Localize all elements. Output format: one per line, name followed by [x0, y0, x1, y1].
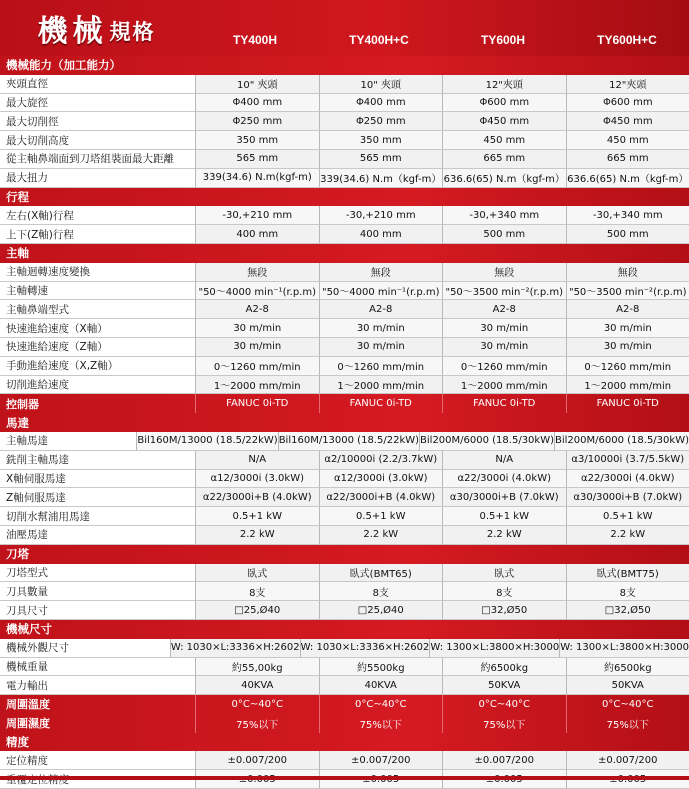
spec-value: 75%以下	[319, 714, 443, 733]
spec-label: 最大切削徑	[0, 112, 195, 131]
spec-value: 約6500kg	[566, 658, 689, 677]
spec-value: 450 mm	[566, 131, 689, 150]
spec-row	[0, 94, 689, 113]
spec-row	[0, 75, 689, 94]
spec-row	[0, 225, 689, 244]
highlight-row	[0, 714, 689, 733]
spec-value: -30,+340 mm	[566, 206, 689, 225]
spec-label: 定位精度	[0, 751, 195, 770]
section-header-row	[0, 545, 689, 564]
spec-value: -30,+210 mm	[319, 206, 443, 225]
spec-row	[0, 564, 689, 583]
spec-value: 12"夾頭	[442, 75, 566, 94]
spec-value: 10" 夾頭	[195, 75, 319, 94]
spec-label: 刀塔型式	[0, 564, 195, 583]
spec-value: 8支	[195, 582, 319, 601]
spec-value: -30,+210 mm	[195, 206, 319, 225]
model-name: TY400H	[193, 28, 317, 52]
spec-value: 75%以下	[566, 714, 689, 733]
spec-label: 最大切削高度	[0, 131, 195, 150]
spec-row	[0, 601, 689, 620]
spec-value: Φ450 mm	[442, 112, 566, 131]
spec-value: 30 m/min	[195, 319, 319, 338]
spec-value: 30 m/min	[442, 319, 566, 338]
spec-value: 0～1260 mm/min	[442, 357, 566, 376]
spec-row	[0, 282, 689, 301]
spec-value: A2-8	[319, 300, 443, 319]
spec-label: 快速進給速度（X軸）	[0, 319, 195, 338]
spec-value: 350 mm	[319, 131, 443, 150]
spec-value: 0°C~40°C	[319, 695, 443, 714]
spec-value: "50～3500 min⁻²(r.p.m)	[442, 282, 566, 301]
spec-value: □32,Ø50	[566, 601, 689, 620]
spec-row	[0, 751, 689, 770]
spec-value: Φ400 mm	[319, 94, 443, 113]
spec-value: 臥式(BMT65)	[319, 564, 443, 583]
spec-label: 夾頭直徑	[0, 75, 195, 94]
spec-value: 約6500kg	[442, 658, 566, 677]
spec-value: 1～2000 mm/min	[442, 376, 566, 395]
spec-value: 約55,00kg	[195, 658, 319, 677]
spec-label: 左右(X軸)行程	[0, 206, 195, 225]
spec-label: Z軸伺服馬達	[0, 488, 195, 507]
spec-value: W: 1030×L:3336×H:2602	[170, 639, 300, 658]
spec-value: 636.6(65) N.m（kgf-m）	[442, 169, 566, 188]
spec-row	[0, 639, 689, 658]
spec-value: α30/3000i+B (7.0kW)	[566, 488, 689, 507]
spec-value: α22/3000i (4.0kW)	[566, 470, 689, 489]
spec-value: 339(34.6) N.m(kgf-m)	[195, 169, 319, 188]
spec-value: 12"夾頭	[566, 75, 689, 94]
spec-value: 75%以下	[442, 714, 566, 733]
spec-row	[0, 451, 689, 470]
spec-value: "50～4000 min⁻¹(r.p.m)	[319, 282, 443, 301]
spec-row	[0, 432, 689, 451]
spec-label: 主軸馬達	[0, 432, 136, 451]
spec-value: 8支	[442, 582, 566, 601]
spec-value: Φ400 mm	[195, 94, 319, 113]
spec-value: Φ600 mm	[566, 94, 689, 113]
spec-value: "50～3500 min⁻²(r.p.m)	[566, 282, 689, 301]
model-name: TY400H+C	[317, 28, 441, 52]
spec-value: 30 m/min	[566, 319, 689, 338]
spec-row	[0, 676, 689, 695]
spec-value: 1～2000 mm/min	[566, 376, 689, 395]
spec-value: α12/3000i (3.0kW)	[319, 470, 443, 489]
spec-value: 無段	[319, 263, 443, 282]
spec-label: 刀具數量	[0, 582, 195, 601]
spec-value: 350 mm	[195, 131, 319, 150]
spec-value: 500 mm	[442, 225, 566, 244]
spec-value: 無段	[566, 263, 689, 282]
header-bar	[0, 0, 689, 56]
spec-value: □25,Ø40	[195, 601, 319, 620]
spec-value: 0～1260 mm/min	[319, 357, 443, 376]
spec-value: FANUC 0i-TD	[195, 394, 319, 413]
bottom-rule	[0, 776, 689, 780]
spec-value: α3/10000i (3.7/5.5kW)	[566, 451, 689, 470]
model-name: TY600H	[441, 28, 565, 52]
spec-value: α22/3000i (4.0kW)	[442, 470, 566, 489]
model-name: TY600H+C	[565, 28, 689, 52]
spec-label: 電力輸出	[0, 676, 195, 695]
spec-label: 上下(Z軸)行程	[0, 225, 195, 244]
spec-value: Bil200M/6000 (18.5/30kW)	[554, 432, 689, 451]
spec-value: α22/3000i+B (4.0kW)	[319, 488, 443, 507]
spec-value: 8支	[566, 582, 689, 601]
section-header-row	[0, 620, 689, 639]
spec-value: 臥式	[195, 564, 319, 583]
spec-label: 最大旋徑	[0, 94, 195, 113]
spec-value: 10" 夾頭	[319, 75, 443, 94]
spec-value: 400 mm	[319, 225, 443, 244]
spec-value: 0.5+1 kW	[566, 507, 689, 526]
spec-value: 30 m/min	[195, 338, 319, 357]
spec-row	[0, 658, 689, 677]
spec-row	[0, 112, 689, 131]
spec-value: FANUC 0i-TD	[442, 394, 566, 413]
spec-value: N/A	[442, 451, 566, 470]
spec-label: X軸伺服馬達	[0, 470, 195, 489]
spec-value: 0°C~40°C	[566, 695, 689, 714]
spec-label: 周圍濕度	[0, 714, 195, 733]
spec-label: 手動進給速度（X,Z軸）	[0, 357, 195, 376]
spec-value: 50KVA	[442, 676, 566, 695]
spec-value: 565 mm	[195, 150, 319, 169]
spec-value: 400 mm	[195, 225, 319, 244]
spec-value: 無段	[442, 263, 566, 282]
spec-value: α12/3000i (3.0kW)	[195, 470, 319, 489]
spec-value: □25,Ø40	[319, 601, 443, 620]
spec-row	[0, 357, 689, 376]
spec-value: 0.5+1 kW	[195, 507, 319, 526]
section-header-row	[0, 244, 689, 263]
spec-label: 切削水幫浦用馬達	[0, 507, 195, 526]
section-title: 精度	[0, 733, 29, 752]
highlight-row	[0, 695, 689, 714]
spec-value: ±0.007/200	[319, 751, 443, 770]
spec-value: 臥式(BMT75)	[566, 564, 689, 583]
spec-table	[0, 56, 689, 789]
spec-value: -30,+340 mm	[442, 206, 566, 225]
spec-row	[0, 526, 689, 545]
spec-label: 油壓馬達	[0, 526, 195, 545]
spec-label: 周圍溫度	[0, 695, 195, 714]
spec-value: 8支	[319, 582, 443, 601]
spec-value: 1～2000 mm/min	[195, 376, 319, 395]
spec-value: Bil160M/13000 (18.5/22kW)	[278, 432, 419, 451]
spec-label: 機械重量	[0, 658, 195, 677]
spec-value: Bil200M/6000 (18.5/30kW)	[419, 432, 554, 451]
spec-value: 0～1260 mm/min	[195, 357, 319, 376]
spec-value: N/A	[195, 451, 319, 470]
section-title: 行程	[0, 188, 29, 207]
spec-value: 565 mm	[319, 150, 443, 169]
spec-value: 約5500kg	[319, 658, 443, 677]
spec-label: 從主軸鼻端面到刀塔組裝面最大距離	[0, 150, 195, 169]
title-sub: 規格	[110, 16, 156, 46]
spec-value: Φ450 mm	[566, 112, 689, 131]
spec-value: 無段	[195, 263, 319, 282]
spec-value: □32,Ø50	[442, 601, 566, 620]
section-title: 主軸	[0, 244, 29, 263]
spec-value: 0°C~40°C	[442, 695, 566, 714]
spec-value: 75%以下	[195, 714, 319, 733]
spec-value: 2.2 kW	[195, 526, 319, 545]
section-header-row	[0, 188, 689, 207]
spec-value: 2.2 kW	[566, 526, 689, 545]
spec-value: 臥式	[442, 564, 566, 583]
spec-value: 450 mm	[442, 131, 566, 150]
spec-value: 30 m/min	[319, 338, 443, 357]
spec-value: 2.2 kW	[319, 526, 443, 545]
spec-value: 0.5+1 kW	[442, 507, 566, 526]
spec-row	[0, 470, 689, 489]
spec-row	[0, 169, 689, 188]
spec-value: 665 mm	[442, 150, 566, 169]
spec-value: "50～4000 min⁻¹(r.p.m)	[195, 282, 319, 301]
spec-label: 機械外觀尺寸	[0, 639, 170, 658]
spec-row	[0, 206, 689, 225]
spec-row	[0, 507, 689, 526]
spec-value: α22/3000i+B (4.0kW)	[195, 488, 319, 507]
spec-row	[0, 263, 689, 282]
spec-value: 40KVA	[195, 676, 319, 695]
spec-value: W: 1300×L:3800×H:3000	[559, 639, 689, 658]
spec-value: ±0.007/200	[566, 751, 689, 770]
spec-row	[0, 338, 689, 357]
section-title: 刀塔	[0, 545, 29, 564]
spec-value: 1～2000 mm/min	[319, 376, 443, 395]
spec-label: 主軸鼻端型式	[0, 300, 195, 319]
spec-value: FANUC 0i-TD	[319, 394, 443, 413]
spec-label: 控制器	[0, 394, 195, 413]
spec-row	[0, 150, 689, 169]
spec-value: 0～1260 mm/min	[566, 357, 689, 376]
spec-value: ±0.007/200	[195, 751, 319, 770]
spec-value: 2.2 kW	[442, 526, 566, 545]
spec-row	[0, 300, 689, 319]
spec-value: 0°C~40°C	[195, 695, 319, 714]
spec-label: 最大扭力	[0, 169, 195, 188]
spec-label: 銑削主軸馬達	[0, 451, 195, 470]
spec-value: Φ250 mm	[195, 112, 319, 131]
spec-value: Bil160M/13000 (18.5/22kW)	[136, 432, 277, 451]
spec-value: Φ600 mm	[442, 94, 566, 113]
model-header-row	[193, 28, 689, 52]
spec-row	[0, 376, 689, 395]
sheet-title	[0, 0, 193, 56]
spec-row	[0, 131, 689, 150]
spec-value: 0.5+1 kW	[319, 507, 443, 526]
spec-value: 30 m/min	[566, 338, 689, 357]
section-header-row	[0, 56, 689, 75]
section-title: 機械能力（加工能力）	[0, 56, 121, 75]
spec-value: 636.6(65) N.m（kgf-m）	[566, 169, 689, 188]
spec-value: 30 m/min	[442, 338, 566, 357]
spec-value: α2/10000i (2.2/3.7kW)	[319, 451, 443, 470]
spec-row	[0, 582, 689, 601]
spec-value: Φ250 mm	[319, 112, 443, 131]
spec-value: ±0.007/200	[442, 751, 566, 770]
spec-label: 快速進給速度（Z軸）	[0, 338, 195, 357]
spec-label: 主軸轉速	[0, 282, 195, 301]
spec-value: 40KVA	[319, 676, 443, 695]
spec-value: 665 mm	[566, 150, 689, 169]
spec-value: W: 1300×L:3800×H:3000	[429, 639, 559, 658]
spec-value: α30/3000i+B (7.0kW)	[442, 488, 566, 507]
spec-value: A2-8	[442, 300, 566, 319]
section-title: 馬達	[0, 413, 29, 432]
spec-label: 切削進給速度	[0, 376, 195, 395]
spec-value: 500 mm	[566, 225, 689, 244]
spec-row	[0, 488, 689, 507]
spec-value: 339(34.6) N.m（kgf-m）	[319, 169, 443, 188]
title-main: 機械	[38, 6, 108, 50]
spec-value: A2-8	[195, 300, 319, 319]
spec-value: W: 1030×L:3336×H:2602	[300, 639, 430, 658]
spec-value: 30 m/min	[319, 319, 443, 338]
highlight-row	[0, 394, 689, 413]
section-title: 機械尺寸	[0, 620, 52, 639]
spec-value: FANUC 0i-TD	[566, 394, 689, 413]
spec-label: 刀具尺寸	[0, 601, 195, 620]
spec-row	[0, 319, 689, 338]
spec-value: 50KVA	[566, 676, 689, 695]
spec-label: 主軸迴轉速度變換	[0, 263, 195, 282]
section-header-row	[0, 733, 689, 752]
section-header-row	[0, 413, 689, 432]
spec-value: A2-8	[566, 300, 689, 319]
